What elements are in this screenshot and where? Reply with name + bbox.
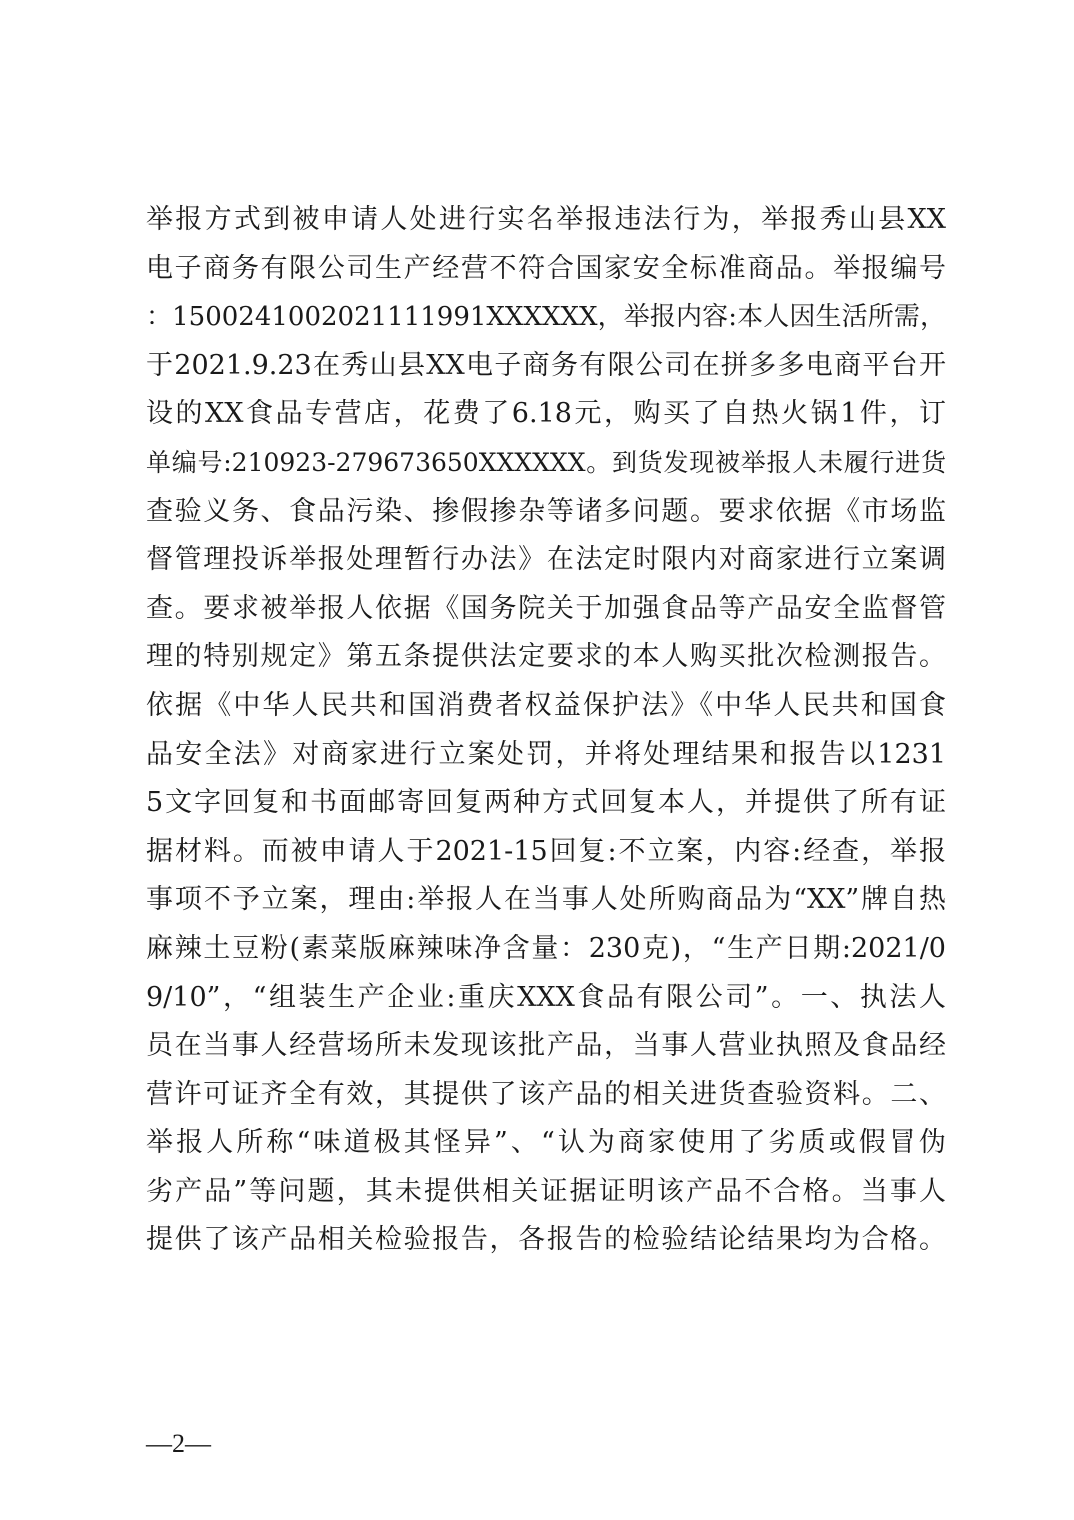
page-number: —2— bbox=[146, 1429, 211, 1458]
text-line: 营许可证齐全有效，其提供了该产品的相关进货查验资料。二、 bbox=[146, 1078, 946, 1110]
text-line: 单编号:210923-279673650XXXXXX。到货发现被举报人未履行进货 bbox=[146, 447, 946, 477]
text-line: 查验义务、食品污染、掺假掺杂等诸多问题。要求依据《市场监 bbox=[146, 495, 946, 527]
text-line: 督管理投诉举报处理暂行办法》在法定时限内对商家进行立案调 bbox=[146, 544, 946, 576]
text-line: 依据《中华人民共和国消费者权益保护法》《中华人民共和国食 bbox=[146, 689, 946, 721]
text-line: 电子商务有限公司生产经营不符合国家安全标准商品。举报编号 bbox=[146, 252, 946, 284]
text-line: 员在当事人经营场所未发现该批产品，当事人营业执照及食品经 bbox=[146, 1030, 946, 1062]
text-line: 事项不予立案，理由:举报人在当事人处所购商品为“XX”牌自热 bbox=[146, 884, 946, 916]
text-line: 5文字回复和书面邮寄回复两种方式回复本人，并提供了所有证 bbox=[146, 787, 946, 819]
text-line: ：1500241002021111991XXXXXX，举报内容:本人因生活所需， bbox=[146, 302, 946, 333]
text-line: 麻辣土豆粉(素菜版麻辣味净含量：230克)，“生产日期:2021/0 bbox=[146, 932, 946, 964]
text-line: 品安全法》对商家进行立案处罚，并将处理结果和报告以1231 bbox=[146, 738, 946, 770]
text-line: 劣产品”等问题，其未提供相关证据证明该产品不合格。当事人 bbox=[146, 1175, 946, 1207]
text-line: 设的XX食品专营店，花费了6.18元，购买了自热火锅1件，订 bbox=[146, 398, 946, 430]
body-text bbox=[146, 196, 946, 1265]
text-line: 据材料。而被申请人于2021-15回复:不立案，内容:经查，举报 bbox=[146, 835, 946, 867]
text-line: 9/10”，“组装生产企业:重庆XXX食品有限公司”。一、执法人 bbox=[146, 981, 946, 1013]
text-line: 理的特别规定》第五条提供法定要求的本人购买批次检测报告。 bbox=[146, 641, 946, 673]
text-line: 举报方式到被申请人处进行实名举报违法行为，举报秀山县XX bbox=[146, 204, 946, 235]
text-line: 查。要求被举报人依据《国务院关于加强食品等产品安全监督管 bbox=[146, 592, 946, 624]
text-line: 提供了该产品相关检验报告，各报告的检验结论结果均为合格。 bbox=[146, 1224, 946, 1256]
text-line: 举报人所称“味道极其怪异”、“认为商家使用了劣质或假冒伪 bbox=[146, 1127, 946, 1159]
text-line: 于2021.9.23在秀山县XX电子商务有限公司在拼多多电商平台开 bbox=[146, 349, 946, 381]
